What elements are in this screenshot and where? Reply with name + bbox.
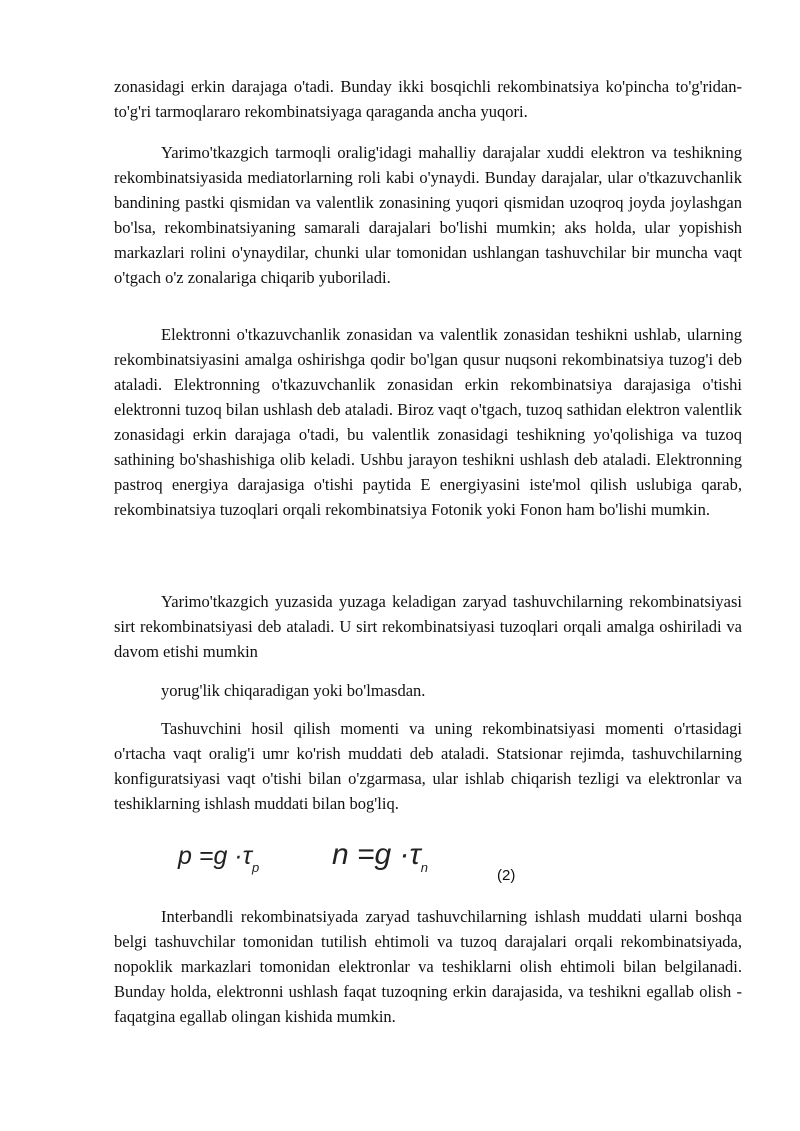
paragraph-local-levels: Yarimo'tkazgich tarmoqli oralig'idagi mahalliy darajalar xuddi elektron va teshikning rekombinatsiyasida mediatorlarning roli kabi o'ynaydi. Bunday darajalar, ular o'tkazuvchanlik bandining pastki qismidan va valentlik zonasining yuqori qismidan uzoqroq joyda joylashgan bo'lsa, rekombinatsiyaning samarali darajalari bo'lishi mumkin; aks holda, ular yopishish markazlari rolini o'ynaydilar, chunki ular tomonidan ushlangan tashuvchilar bir muncha vaqt o'tgach o'z zonalariga chiqarib yuboriladi.: [114, 143, 742, 287]
paragraph-surface-recombination: Yarimo'tkazgich yuzasida yuzaga keladigan zaryad tashuvchilarning rekombinatsiyasi sirt rekombinatsiyasi deb ataladi. U sirt rekombinatsiyasi tuzoqlari orqali amalga oshiriladi va davom etishi mumkin: [114, 592, 742, 661]
paragraph-recombination-trap: Elektronni o'tkazuvchanlik zonasidan va valentlik zonasidan teshikni ushlab, ularning rekombinatsiyasini amalga oshirishga qodir bo'lgan qusur nuqsoni rekombinatsiya tuzog'i deb ataladi. Elektronning o'tkazuvchanlik zonasidan erkin rekombinatsiya darajasiga o'tishi elektronni tuzoq bilan ushlash deb ataladi. Biroz vaqt o'tgach, tuzoq sathidan elektron valentlik zonasidagi erkin darajaga o'tadi, bu valentlik zonasidagi teshikning yo'qolishiga va tuzoq sathining bo'shashishiga olib keladi. Ushbu jarayon teshikni ushlash deb ataladi. Elektronning pastroq energiya darajasiga o'tishi paytida E energiyasini iste'mol qilish uslubiga qarab, rekombinatsiya tuzoqlari orqali rekombinatsiya Fotonik yoki Fonon ham bo'lishi mumkin.: [114, 325, 742, 519]
paragraph-interband: Interbandli rekombinatsiyada zaryad tashuvchilarning ishlash muddati ularni boshqa belgi tashuvchilar tomonidan tutilish ehtimoli va tuzoq darajalari orqali rekombinatsiyada, nopoklik markazlari tomonidan elektronlar va teshiklarni olish ehtimoli bilan belgilanadi. Bunday holda, elektronni ushlash faqat tuzoqning erkin darajasida, va teshikni egallab olish - faqatgina egallab olingan kishida mumkin.: [114, 907, 742, 1026]
paragraph-continuation: zonasidagi erkin darajaga o'tadi. Bunday ikki bosqichli rekombinatsiya ko'pincha to'g'ridan-to'g'ri tarmoqlararo rekombinatsiyaga qaraganda ancha yuqori.: [114, 77, 742, 121]
paragraph-light-emission: yorug'lik chiqaradigan yoki bo'lmasdan.: [161, 681, 426, 700]
formula-lifetime: [178, 838, 698, 882]
equation-number: (2): [497, 867, 516, 884]
formula-p: $p =g \cdot\tau_p$: [178, 842, 260, 875]
paragraph-lifetime: Tashuvchini hosil qilish momenti va uning rekombinatsiyasi momenti o'rtasidagi o'rtacha vaqt oralig'i umr ko'rish muddati deb ataladi. Statsionar rejimda, tashuvchilarning konfiguratsiyasi vaqt o'tishi bilan o'zgarmasa, ular ishlab chiqarish tezligi va elektronlar va teshiklarning ishlash muddati bilan bog'liq.: [114, 719, 742, 813]
formula-n: $n =g \cdot\tau_n$: [332, 838, 429, 875]
